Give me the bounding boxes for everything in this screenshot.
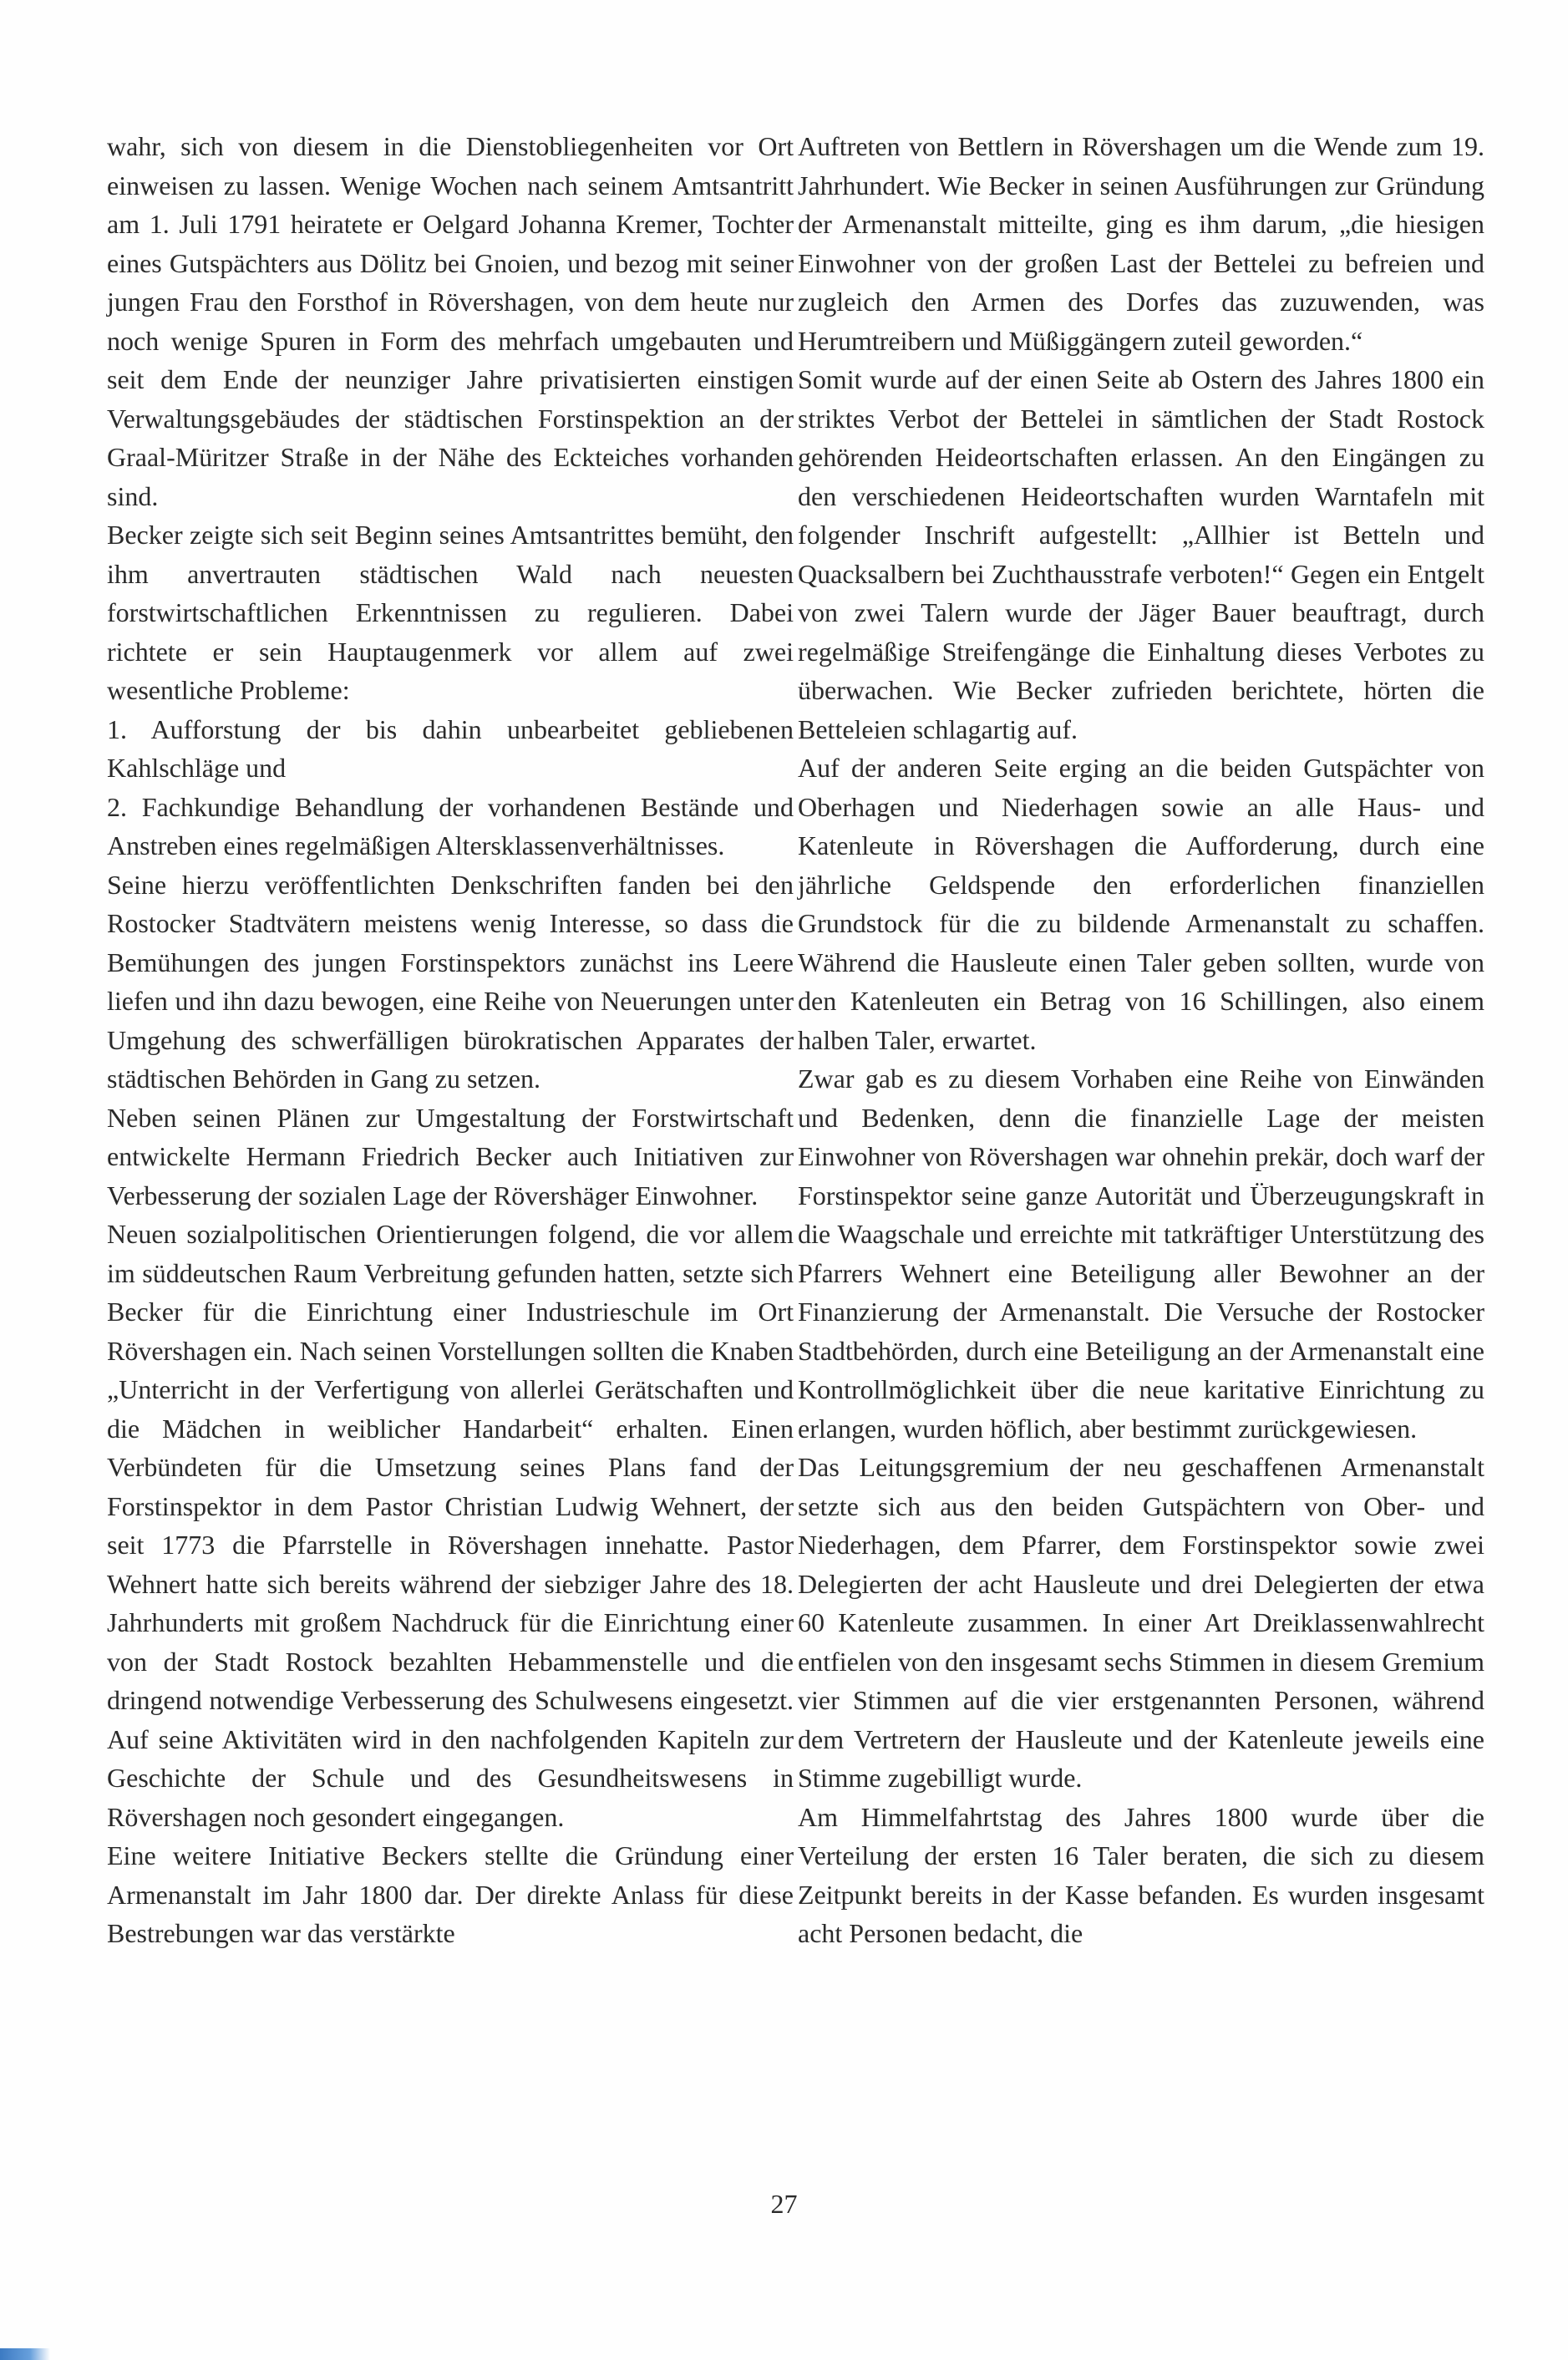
page-number: 27 <box>770 2189 798 2219</box>
paragraph: Auf der anderen Seite erging an die beiden Gutspächter von Oberhagen und Niederhagen sowie an alle Haus- und Katenleute in Rövershagen die Aufforderung, durch eine jährliche Geldspende den erforderlichen finanziellen Grundstock für die zu bildende Armenanstalt zu schaffen. Während die Hausleute einen Taler geben sollten, wurde von den Katenleuten ein Betrag von 16 Schillingen, also einem halben Taler, erwartet. <box>798 753 1484 1055</box>
paragraph: Somit wurde auf der einen Seite ab Ostern des Jahres 1800 ein striktes Verbot der Bettelei in sämtlichen der Stadt Rostock gehörenden Heideortschaften erlassen. An den Eingängen zu den verschiedenen Heideortschaften wurden Warntafeln mit folgender Inschrift aufgestellt: „Allhier ist Betteln und Quacksalbern bei Zuchthausstrafe verboten!“ Gegen ein Entgelt von zwei Talern wurde der Jäger Bauer beauftragt, durch regelmäßige Streifengänge die Einhaltung dieses Verbotes zu überwachen. Wie Becker zufrieden berichtete, hörten die Betteleien schlagartig auf. <box>798 364 1484 744</box>
paragraph: Am Himmelfahrtstag des Jahres 1800 wurde über die Verteilung der ersten 16 Taler beraten, die sich zu diesem Zeitpunkt bereits in der Kasse befanden. Es wurden insgesamt acht Personen bedacht, die <box>798 1801 1484 1948</box>
left-text-column <box>107 127 794 1953</box>
paragraph: Zwar gab es zu diesem Vorhaben eine Reihe von Einwänden und Bedenken, denn die finanzielle Lage der meisten Einwohner von Rövershagen war ohnehin prekär, doch warf der Forstinspektor seine ganze Autorität und Überzeugungskraft in die Waagschale und erreichte mit tatkräftiger Unterstützung des Pfarrers Wehnert eine Beteiligung aller Bewohner an der Finanzierung der Armenanstalt. Die Versuche der Rostocker Stadtbehörden, durch eine Beteiligung an der Armenanstalt eine Kontrollmöglichkeit über die neue karitative Einrichtung zu erlangen, wurden höflich, aber bestimmt zurückgewiesen. <box>798 1063 1484 1444</box>
paragraph: Seine hierzu veröffentlichten Denkschriften fanden bei den Rostocker Stadtvätern meistens wenig Interesse, so dass die Bemühungen des jungen Forstinspektors zunächst ins Leere liefen und ihn dazu bewogen, eine Reihe von Neuerungen unter Umgehung des schwerfälligen bürokratischen Apparates der städtischen Behörden in Gang zu setzen. <box>107 869 794 1094</box>
list-item: 2. Fachkundige Behandlung der vorhandenen Bestände und Anstreben eines regelmäßigen Altersklassenverhältnisses. <box>107 791 794 860</box>
list-item: 1. Aufforstung der bis dahin unbearbeitet gebliebenen Kahlschläge und <box>107 713 794 783</box>
paragraph: Neuen sozialpolitischen Orientierungen folgend, die vor allem im süddeutschen Raum Verbreitung gefunden hatten, setzte sich Becker für die Einrichtung einer Industrieschule im Ort Rövershagen ein. Nach seinen Vorstellungen sollten die Knaben „Unterricht in der Verfertigung von allerlei Gerätschaften und die Mädchen in weiblicher Handarbeit“ erhalten. Einen Verbündeten für die Umsetzung seines Plans fand der Forstinspektor in dem Pastor Christian Ludwig Wehnert, der seit 1773 die Pfarrstelle in Rövershagen innehatte. Pastor Wehnert hatte sich bereits während der siebziger Jahre des 18. Jahrhunderts mit großem Nachdruck für die Einrichtung einer von der Stadt Rostock bezahlten Hebammenstelle und die dringend notwendige Verbesserung des Schulwesens eingesetzt. Auf seine Aktivitäten wird in den nachfolgenden Kapiteln zur Geschichte der Schule und des Gesundheitswesens in Rövershagen noch gesondert eingegangen. <box>107 1219 794 1832</box>
paragraph: Becker zeigte sich seit Beginn seines Amtsantrittes bemüht, den ihm anvertrauten städtischen Wald nach neuesten forstwirtschaftlichen Erkenntnissen zu regulieren. Dabei richtete er sein Hauptaugenmerk vor allem auf zwei wesentliche Probleme: <box>107 520 794 705</box>
scan-edge-mark <box>0 2348 50 2360</box>
right-text-column <box>798 127 1484 1953</box>
paragraph: wahr, sich von diesem in die Dienstobliegenheiten vor Ort einweisen zu lassen. Wenige Wochen nach seinem Amtsantritt am 1. Juli 1791 heiratete er Oelgard Johanna Kremer, Tochter eines Gutspächters aus Dölitz bei Gnoien, und bezog mit seiner jungen Frau den Forsthof in Rövershagen, von dem heute nur noch wenige Spuren in Form des mehrfach umgebauten und seit dem Ende der neunziger Jahre privatisierten einstigen Verwaltungsgebäudes der städtischen Forstinspektion an der Graal-Müritzer Straße in der Nähe des Eckteiches vorhanden sind. <box>107 131 794 511</box>
paragraph: Auftreten von Bettlern in Rövershagen um die Wende zum 19. Jahrhundert. Wie Becker in seinen Ausführungen zur Gründung der Armenanstalt mitteilte, ging es ihm darum, „die hiesigen Einwohner von der großen Last der Bettelei zu befreien und zugleich den Armen des Dorfes das zuzuwenden, was Herumtreibern und Müßiggängern zuteil geworden.“ <box>798 131 1484 356</box>
paragraph: Eine weitere Initiative Beckers stellte die Gründung einer Armenanstalt im Jahr 1800 dar. Der direkte Anlass für diese Bestrebungen war das verstärkte <box>107 1840 794 1948</box>
paragraph: Das Leitungsgremium der neu geschaffenen Armenanstalt setzte sich aus den beiden Gutspächtern von Ober- und Niederhagen, dem Pfarrer, dem Forstinspektor sowie zwei Delegierten der acht Hausleute und drei Delegierten der etwa 60 Katenleute zusammen. In einer Art Dreiklassenwahlrecht entfielen von den insgesamt sechs Stimmen in diesem Gremium vier Stimmen auf die vier erstgenannten Personen, während dem Vertretern der Hausleute und der Katenleute jeweils eine Stimme zugebilligt wurde. <box>798 1452 1484 1793</box>
paragraph: Neben seinen Plänen zur Umgestaltung der Forstwirtschaft entwickelte Hermann Friedrich Becker auch Initiativen zur Verbesserung der sozialen Lage der Rövershäger Einwohner. <box>107 1102 794 1210</box>
